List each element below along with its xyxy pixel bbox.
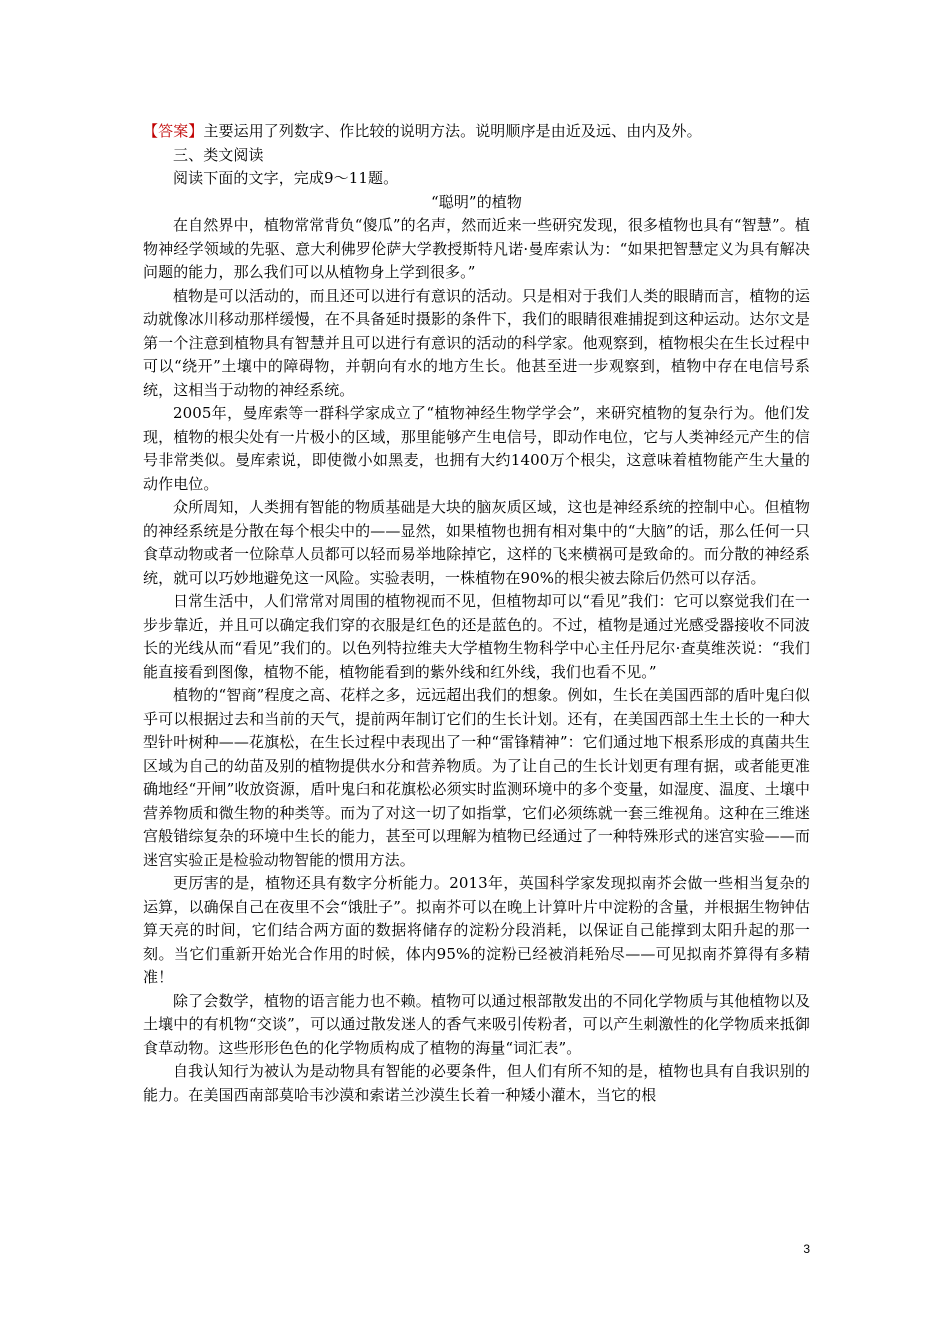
answer-line <box>143 120 810 144</box>
paragraph-2: 植物是可以活动的，而且还可以进行有意识的活动。只是相对于我们人类的眼睛而言，植物的运动就像冰川移动那样缓慢，在不具备延时摄影的条件下，我们的眼睛很难捕捉到这种运动。达尔文是第一个注意到植物具有智慧并且可以进行有意识的活动的科学家。他观察到，植物根尖在生长过程中可以“绕开”土壤中的障碍物，并朝向有水的地方生长。他甚至进一步观察到，植物中存在电信号系统，这相当于动物的神经系统。 <box>143 286 810 399</box>
paragraph-8: 除了会数学，植物的语言能力也不赖。植物可以通过根部散发出的不同化学物质与其他植物以及土壤中的有机物“交谈”，可以通过散发迷人的香气来吸引传粉者，可以产生刺激性的化学物质来抵御食草动物。这些形形色色的化学物质构成了植物的海量“词汇表”。 <box>143 991 810 1057</box>
section-heading: 三、类文阅读 <box>173 145 264 164</box>
paragraph-1: 在自然界中，植物常常背负“傻瓜”的名声，然而近来一些研究发现，很多植物也具有“智慧”。植物神经学领域的先驱、意大利佛罗伦萨大学教授斯特凡诺·曼库索认为：“如果把智慧定义为具有解决问题的能力，那么我们可以从植物身上学到很多。” <box>143 216 810 281</box>
paragraph-6: 植物的“智商”程度之高、花样之多，远远超出我们的想象。例如，生长在美国西部的盾叶鬼臼似乎可以根据过去和当前的天气，提前两年制订它们的生长计划。还有，在美国西部土生土长的一种大型针叶树种——花旗松，在生长过程中表现出了一种“雷锋精神”：它们通过地下根系形成的真菌共生区域为自己的幼苗及别的植物提供水分和营养物质。为了让自己的生长计划更有理有据，或者能更准确地经“开闸”收放资源，盾叶鬼臼和花旗松必须实时监测环境中的多个变量，如湿度、温度、土壤中营养物质和微生物的种类等。而为了对这一切了如指掌，它们必须练就一套三维视角。这种在三维迷宫般错综复杂的环境中生长的能力，甚至可以理解为植物已经通过了一种特殊形式的迷宫实验——而迷宫实验正是检验动物智能的惯用方法。 <box>143 686 810 869</box>
paragraph-7: 更厉害的是，植物还具有数字分析能力。2013年，英国科学家发现拟南芥会做一些相当复杂的运算，以确保自己在夜里不会“饿肚子”。拟南芥可以在晚上计算叶片中淀粉的含量，并根据生物钟估算天亮的时间，它们结合两方面的数据将储存的淀粉分段消耗，以保证自己能撑到太阳升起的那一刻。当它们重新开始光合作用的时候，体内95%的淀粉已经被消耗殆尽——可见拟南芥算得有多精准！ <box>143 874 810 986</box>
answer-tag: 【答案】 <box>143 122 204 140</box>
paragraph-9: 自我认知行为被认为是动物具有智能的必要条件，但人们有所不知的是，植物也具有自我识别的能力。在美国西南部莫哈韦沙漠和索诺兰沙漠生长着一种矮小灌木，当它的根 <box>143 1062 810 1104</box>
instruction: 阅读下面的文字，完成9～11题。 <box>173 169 399 187</box>
page-number: 3 <box>803 1242 810 1256</box>
page-content <box>143 120 810 1107</box>
answer-text: 主要运用了列数字、作比较的说明方法。说明顺序是由近及远、由内及外。 <box>203 122 702 140</box>
paragraph-4: 众所周知，人类拥有智能的物质基础是大块的脑灰质区域，这也是神经系统的控制中心。但植物的神经系统是分散在每个根尖中的——显然，如果植物也拥有相对集中的“大脑”的话，那么任何一只食草动物或者一位除草人员都可以轻而易举地除掉它，这样的飞来横祸可是致命的。而分散的神经系统，就可以巧妙地避免这一风险。实验表明，一株植物在90%的根尖被去除后仍然可以存活。 <box>143 498 810 587</box>
article-title: “聪明”的植物 <box>430 192 523 211</box>
paragraph-3: 2005年，曼库索等一群科学家成立了“植物神经生物学学会”，来研究植物的复杂行为。他们发现，植物的根尖处有一片极小的区域，那里能够产生电信号，即动作电位，它与人类神经元产生的信号非常类似。曼库索说，即使微小如黑麦，也拥有大约1400万个根尖，这意味着植物能产生大量的动作电位。 <box>143 404 810 493</box>
paragraph-5: 日常生活中，人们常常对周围的植物视而不见，但植物却可以“看见”我们：它可以察觉我们在一步步靠近，并且可以确定我们穿的衣服是红色的还是蓝色的。不过，植物是通过光感受器接收不同波长的光线从而“看见”我们的。以色列特拉维夫大学植物生物科学中心主任丹尼尔·查莫维茨说：“我们能直接看到图像，植物不能，植物能看到的紫外线和红外线，我们也看不见。” <box>143 592 810 681</box>
